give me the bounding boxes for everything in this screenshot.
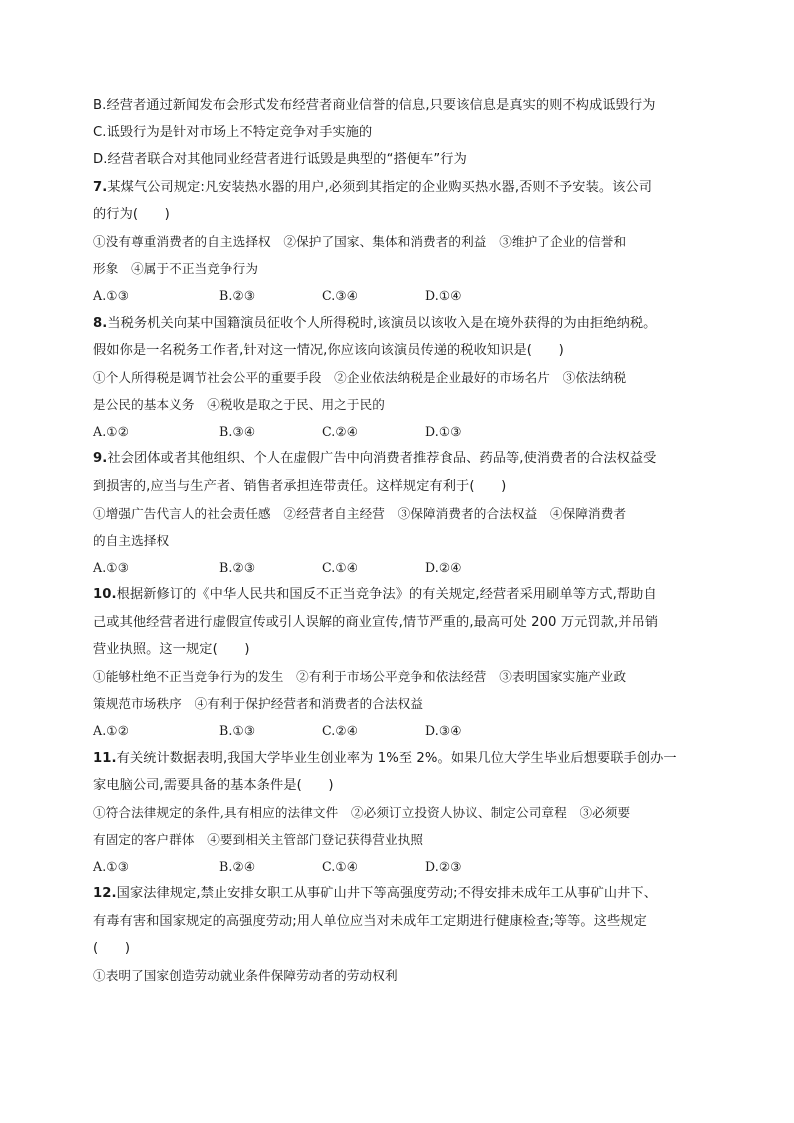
option-d[interactable]: D.②③: [425, 859, 462, 875]
option-a[interactable]: A.①③: [93, 859, 130, 875]
question-8-stem-line-2: 假如你是一名税务工作者,针对这一情况,你应该向该演员传递的税收知识是( ): [93, 342, 564, 358]
option-a[interactable]: A.①②: [93, 424, 130, 440]
question-text: 当税务机关向某中国籍演员征收个人所得税时,该演员以该收入是在境外获得的为由拒绝纳税。: [107, 315, 657, 331]
question-8-statements-line-1: ①个人所得税是调节社会公平的重要手段 ②企业依法纳税是企业最好的市场名片 ③依法纳税: [93, 369, 627, 385]
question-8-statements-line-2: 是公民的基本义务 ④税收是取之于民、用之于民的: [93, 397, 385, 413]
question-number: 7.: [93, 179, 108, 195]
question-8-options: [93, 418, 705, 445]
option-c[interactable]: C.②④: [322, 424, 359, 440]
question-10-options: [93, 717, 705, 744]
prev-option-c: C.诋毁行为是针对市场上不特定竞争对手实施的: [93, 125, 373, 141]
question-12-statements-line-1: ①表明了国家创造劳动就业条件保障劳动者的劳动权利: [93, 968, 398, 983]
question-8-stem-line-1: [93, 310, 705, 337]
question-number: 8.: [93, 315, 108, 331]
question-number: 12.: [93, 886, 117, 902]
question-list: [93, 92, 705, 989]
option-a[interactable]: A.①②: [93, 723, 130, 739]
option-d[interactable]: D.②④: [425, 560, 462, 576]
option-d[interactable]: D.①④: [425, 288, 462, 304]
question-number: 9.: [93, 451, 108, 467]
question-7-stem-line-1: [93, 174, 705, 201]
option-b[interactable]: B.②③: [219, 288, 256, 304]
question-9-statements-line-1: ①增强广告代言人的社会责任感 ②经营者自主经营 ③保障消费者的合法权益 ④保障消费者: [93, 505, 627, 521]
question-12-stem-line-3: ( ): [93, 940, 131, 956]
question-11-statements-line-1: ①符合法律规定的条件,具有相应的法律文件 ②必须订立投资人协议、制定公司章程 ③必须要: [93, 804, 631, 820]
question-9-stem-line-2: 到损害的,应当与生产者、销售者承担连带责任。这样规定有利于( ): [93, 478, 507, 494]
prev-option-d: D.经营者联合对其他同业经营者进行诋毁是典型的“搭便车”行为: [93, 152, 467, 168]
question-text: 根据新修订的《中华人民共和国反不正当竞争法》的有关规定,经营者采用刷单等方式,帮助自: [116, 587, 657, 603]
question-9-statements-line-2: 的自主选择权: [93, 533, 170, 548]
question-11-stem-line-1: [93, 745, 705, 772]
question-7-stem-line-2: 的行为( ): [93, 206, 170, 222]
question-text: 社会团体或者其他组织、个人在虚假广告中向消费者推荐食品、药品等,使消费者的合法权益受: [107, 451, 657, 467]
question-10-statements-line-1: ①能够杜绝不正当竞争行为的发生 ②有利于市场公平竞争和依法经营 ③表明国家实施产业政: [93, 668, 627, 684]
question-7-options: [93, 282, 705, 309]
option-b[interactable]: B.③④: [219, 424, 256, 440]
question-10-statements-line-2: 策规范市场秩序 ④有利于保护经营者和消费者的合法权益: [93, 696, 424, 712]
question-9-stem-line-1: [93, 445, 705, 472]
option-d[interactable]: D.③④: [425, 723, 462, 739]
question-11-statements-line-2: 有固定的客户群体 ④要到相关主管部门登记获得营业执照: [93, 832, 424, 848]
question-text: 国家法律规定,禁止安排女职工从事矿山井下等高强度劳动;不得安排未成年工从事矿山井下、: [116, 886, 658, 902]
question-12-stem-line-1: [93, 880, 705, 907]
option-d[interactable]: D.①③: [425, 424, 462, 440]
option-c[interactable]: C.①④: [322, 859, 359, 875]
prev-option-b: B.经营者通过新闻发布会形式发布经营者商业信誉的信息,只要该信息是真实的则不构成诋毁行为: [93, 98, 656, 113]
question-12-stem-line-2: 有毒有害和国家规定的高强度劳动;用人单位应当对未成年工定期进行健康检查;等等。这些规定: [93, 913, 647, 929]
option-a[interactable]: A.①③: [93, 288, 130, 304]
question-text: 有关统计数据表明,我国大学毕业生创业率为 1%至 2%。如果几位大学生毕业后想要联手创办一: [116, 750, 677, 766]
option-b[interactable]: B.①③: [219, 723, 256, 739]
option-b[interactable]: B.②③: [219, 560, 256, 576]
question-7-statements-line-2: 形象 ④属于不正当竞争行为: [93, 261, 259, 277]
option-c[interactable]: C.③④: [322, 288, 359, 304]
option-c[interactable]: C.②④: [322, 723, 359, 739]
question-number: 10.: [93, 587, 117, 603]
question-10-stem-line-2: 己或其他经营者进行虚假宣传或引人误解的商业宣传,情节严重的,最高可处 200 万元罚款,并吊销: [93, 614, 659, 630]
question-number: 11.: [93, 750, 117, 766]
question-10-stem-line-1: [93, 581, 705, 608]
question-9-options: [93, 554, 705, 581]
question-text: 某煤气公司规定:凡安装热水器的用户,必须到其指定的企业购买热水器,否则不予安装。该公司: [107, 179, 653, 195]
question-11-stem-line-2: 家电脑公司,需要具备的基本条件是( ): [93, 777, 334, 793]
question-11-options: [93, 853, 705, 880]
option-b[interactable]: B.②④: [219, 859, 256, 875]
option-c[interactable]: C.①④: [322, 560, 359, 576]
option-a[interactable]: A.①③: [93, 560, 130, 576]
question-10-stem-line-3: 营业执照。这一规定( ): [93, 641, 250, 657]
question-7-statements-line-1: ①没有尊重消费者的自主选择权 ②保护了国家、集体和消费者的利益 ③维护了企业的信誉和: [93, 233, 627, 249]
